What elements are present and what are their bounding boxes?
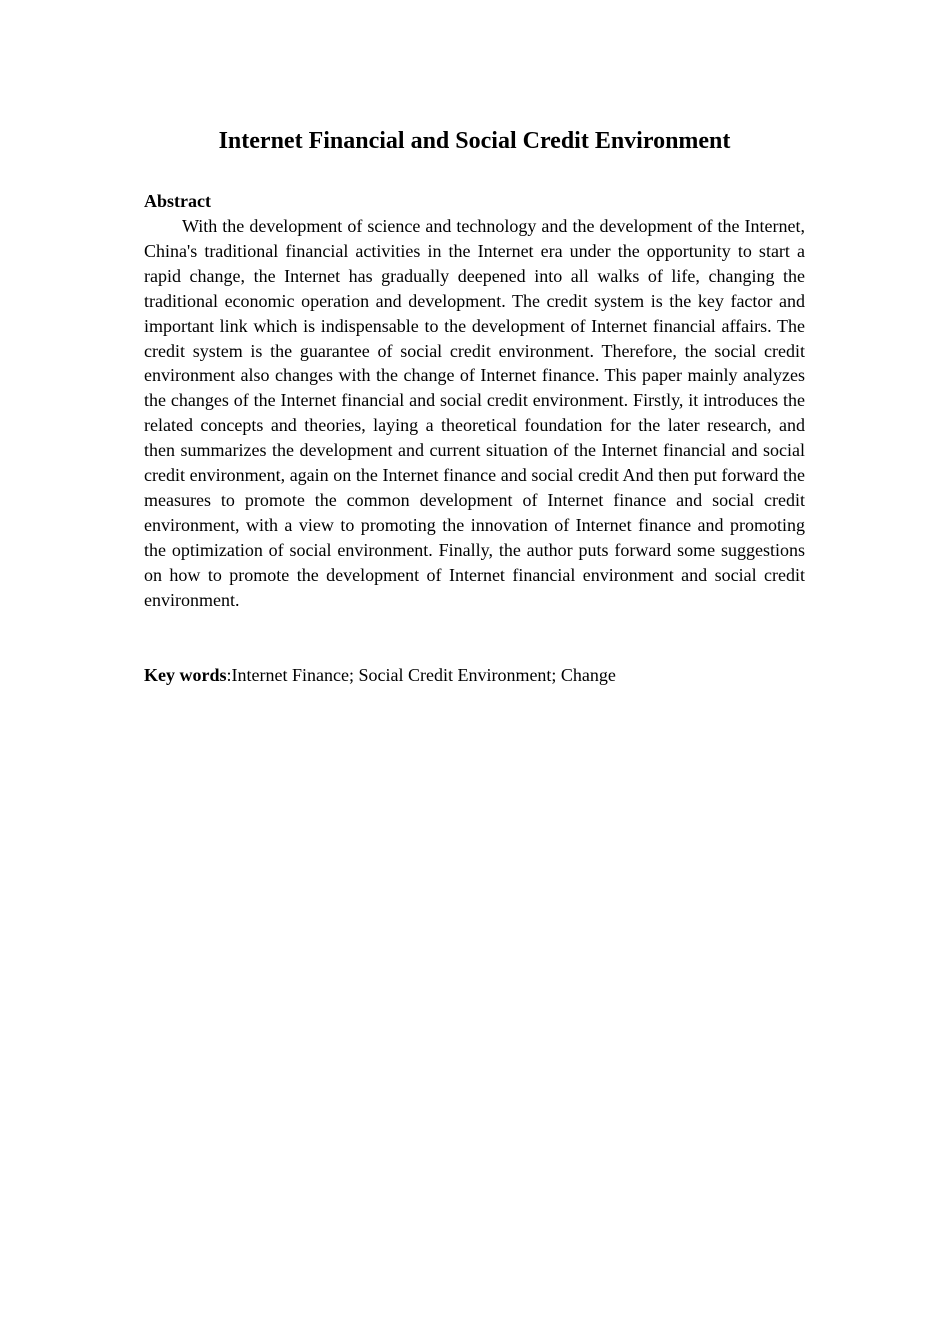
keywords-label: Key words xyxy=(144,665,227,685)
keywords-separator: : xyxy=(226,665,232,685)
abstract-heading: Abstract xyxy=(144,191,211,211)
keywords-line xyxy=(144,663,616,688)
keywords-value: Internet Finance; Social Credit Environment; Change xyxy=(231,665,616,685)
abstract-body: With the development of science and technology and the development of the Internet, China's traditional financial activities in the Internet era under the opportunity to start a rapid change, the Internet has gradually deepened into all walks of life, changing the traditional economic operation and development. The credit system is the key factor and important link which is indispensable to the development of Internet financial affairs. The credit system is the guarantee of social credit environment. Therefore, the social credit environment also changes with the change of Internet finance. This paper mainly analyzes the changes of the Internet financial and social credit environment. Firstly, it introduces the related concepts and theories, laying a theoretical foundation for the later research, and then summarizes the development and current situation of the Internet financial and social credit environment, again on the Internet finance and social credit And then put forward the measures to promote the common development of Internet finance and social credit environment, with a view to promoting the innovation of Internet finance and promoting the optimization of social environment. Finally, the author puts forward some suggestions on how to promote the development of Internet financial environment and social credit environment. xyxy=(144,216,805,610)
paper-title: Internet Financial and Social Credit Environment xyxy=(218,128,731,154)
